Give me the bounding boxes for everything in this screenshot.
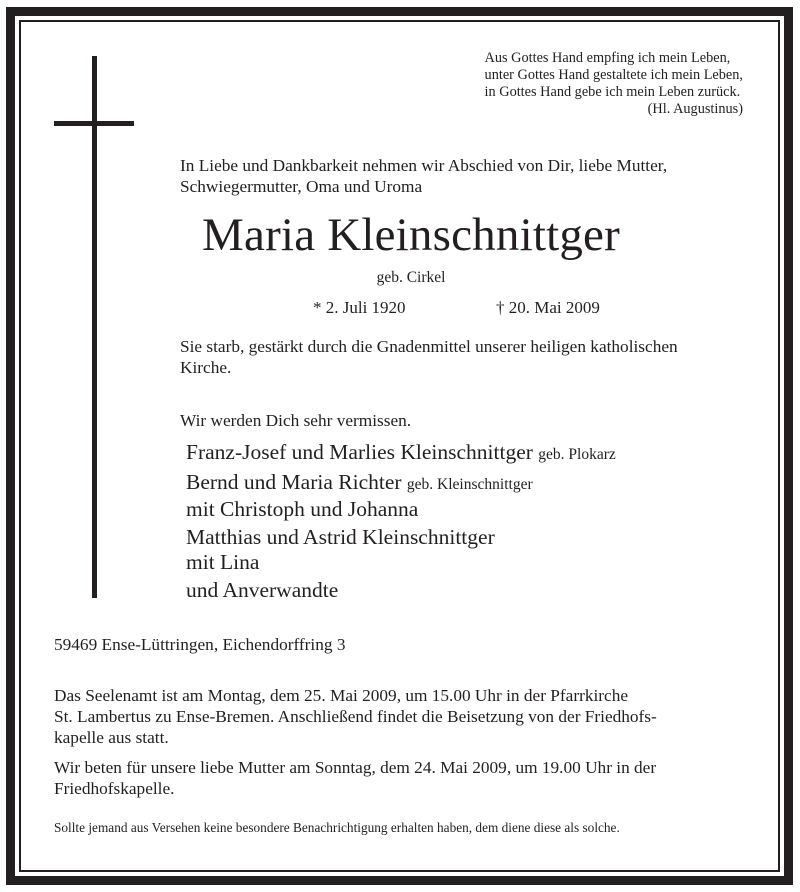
cross-horizontal-bar — [54, 121, 134, 126]
family-entry — [186, 470, 616, 497]
family-list — [186, 440, 616, 603]
quote-line: unter Gottes Hand gestaltete ich mein Leben, — [484, 67, 743, 83]
mass-line: St. Lambertus zu Ense-Bremen. Anschließend findet die Beisetzung von der Friedhofs- — [54, 707, 657, 726]
family-name: Franz-Josef und Marlies Kleinschnittger — [186, 440, 533, 464]
farewell-intro — [180, 155, 667, 197]
family-maiden-name: geb. Kleinschnittger — [406, 476, 533, 493]
prayer-line: Friedhofskapelle. — [54, 779, 175, 798]
family-name: Matthias und Astrid Kleinschnittger — [186, 525, 495, 549]
address: 59469 Ense-Lüttringen, Eichendorffring 3 — [54, 635, 346, 654]
family-entry — [186, 550, 616, 575]
prayer-line: Wir beten für unsere liebe Mutter am Sonntag, dem 24. Mai 2009, um 19.00 Uhr in der — [54, 758, 657, 777]
birth-date: * 2. Juli 1920 — [313, 298, 406, 317]
miss-text: Wir werden Dich sehr vermissen. — [180, 411, 412, 430]
deceased-name: Maria Kleinschnittger — [202, 209, 620, 261]
family-name: Bernd und Maria Richter — [186, 470, 402, 494]
quote-line: in Gottes Hand gebe ich mein Leben zurück. — [484, 84, 741, 100]
death-circumstances-line: Sie starb, gestärkt durch die Gnadenmittel unserer heiligen katholischen — [180, 337, 678, 356]
family-name: mit Lina — [186, 550, 260, 574]
requiem-mass-info — [54, 685, 744, 748]
cross-vertical-bar — [92, 56, 97, 598]
mass-line: kapelle aus statt. — [54, 728, 169, 747]
death-date: † 20. Mai 2009 — [496, 298, 600, 317]
maiden-name: geb. Cirkel — [376, 269, 446, 286]
quote-line: Aus Gottes Hand empfing ich mein Leben, — [484, 50, 731, 66]
family-entry — [186, 497, 616, 522]
family-name: mit Christoph und Johanna — [186, 497, 419, 521]
prayer-service-info — [54, 757, 656, 799]
bible-quote — [485, 50, 743, 118]
quote-attribution: (Hl. Augustinus) — [647, 101, 743, 117]
mass-line: Das Seelenamt ist am Montag, dem 25. Mai 2009, um 15.00 Uhr in der Pfarrkirche — [54, 686, 629, 705]
family-maiden-name: geb. Plokarz — [538, 446, 616, 463]
family-entry — [186, 578, 616, 603]
family-name: und Anverwandte — [186, 578, 339, 602]
death-circumstances — [180, 336, 678, 378]
intro-line: In Liebe und Dankbarkeit nehmen wir Abschied von Dir, liebe Mutter, — [180, 156, 668, 175]
family-entry — [186, 440, 616, 467]
intro-line: Schwiegermutter, Oma und Uroma — [180, 177, 423, 196]
notification-disclaimer: Sollte jemand aus Versehen keine besondere Benachrichtigung erhalten haben, dem diene diese als solche. — [54, 820, 620, 835]
family-entry — [186, 525, 616, 550]
death-circumstances-line: Kirche. — [180, 358, 232, 377]
